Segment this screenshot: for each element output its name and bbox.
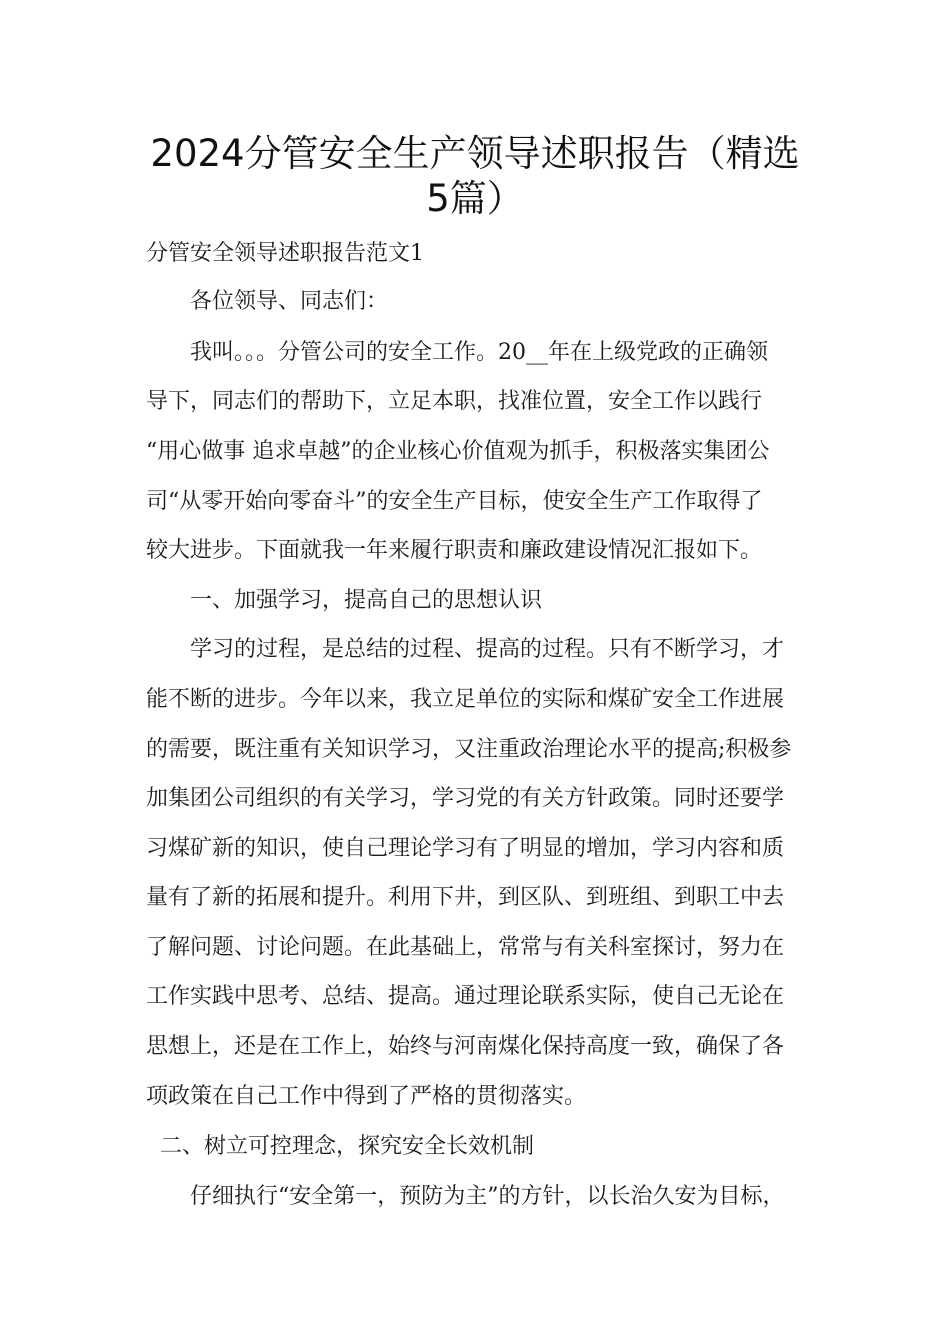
section-heading-2: 二、树立可控理念，探究安全长效机制 — [160, 1134, 535, 1159]
section-heading-1: 一、加强学习，提高自己的思想认识 — [190, 588, 543, 613]
body-line: 仔细执行“安全第一，预防为主”的方针，以长治久安为目标， — [190, 1184, 785, 1209]
body-line: 量有了新的拓展和提升。利用下井，到区队、到班组、到职工中去 — [146, 885, 785, 910]
body-line: “用心做事 追求卓越”的企业核心价值观为抓手，积极落实集团公 — [146, 439, 770, 464]
body-line: 导下，同志们的帮助下，立足本职，找准位置，安全工作以践行 — [146, 389, 763, 414]
document-title-line-2: 5篇） — [426, 177, 524, 220]
body-line: 思想上，还是在工作上，始终与河南煤化保持高度一致，确保了各 — [146, 1034, 785, 1059]
body-line: 了解问题、讨论问题。在此基础上，常常与有关科室探讨，努力在 — [146, 935, 785, 960]
body-line: 司“从零开始向零奋斗”的安全生产目标，使安全生产工作取得了 — [146, 489, 763, 514]
body-line: 我叫。。。分管公司的安全工作。20__年在上级党政的正确领 — [190, 340, 768, 365]
body-line: 工作实践中思考、总结、提高。通过理论联系实际，使自己无论在 — [146, 984, 785, 1009]
salutation: 各位领导、同志们： — [190, 289, 389, 314]
body-line: 较大进步。下面就我一年来履行职责和廉政建设情况汇报如下。 — [146, 538, 763, 563]
body-line: 能不断的进步。今年以来，我立足单位的实际和煤矿安全工作进展 — [146, 687, 785, 712]
body-line: 项政策在自己工作中得到了严格的贯彻落实。 — [146, 1084, 587, 1109]
body-line: 学习的过程，是总结的过程、提高的过程。只有不断学习，才 — [190, 637, 785, 662]
body-line: 习煤矿新的知识，使自己理论学习有了明显的增加，学习内容和质 — [146, 836, 785, 861]
section-subtitle: 分管安全领导述职报告范文1 — [146, 241, 424, 266]
body-line: 的需要，既注重有关知识学习，又注重政治理论水平的提高;积极参 — [146, 737, 792, 762]
document-title-line-1: 2024分管安全生产领导述职报告（精选 — [150, 132, 800, 175]
body-line: 加集团公司组织的有关学习，学习党的有关方针政策。同时还要学 — [146, 786, 785, 811]
